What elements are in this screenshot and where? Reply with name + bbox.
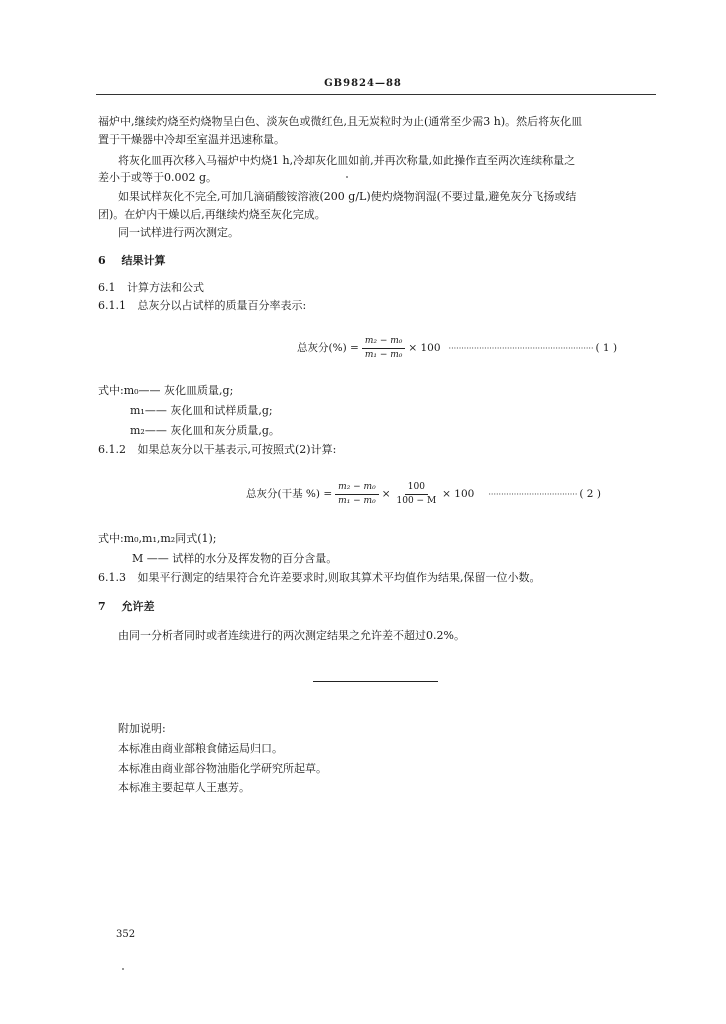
section-7-number: 7 [98, 600, 106, 613]
formula-2 [246, 482, 601, 507]
clause-6-1-2 [98, 443, 336, 456]
formula-2-denominator-1: m₁ − m₀ [338, 495, 376, 506]
where2-intro: 式中:m₀,m₁,m₂同式(1); [98, 532, 217, 545]
appendix-line-1: 本标准由商业部粮食储运局归口。 [118, 742, 283, 755]
clause-6-1-2-number: 6.1.2 [98, 443, 126, 456]
para2-line2: 差小于或等于0.002 g。 [98, 171, 218, 184]
formula-2-numerator-1: m₂ − m₀ [335, 482, 379, 495]
scan-speck [346, 176, 348, 178]
subsection-6-1-number: 6.1 [98, 281, 116, 294]
formula-1-lhs: 总灰分(%) = [297, 342, 359, 354]
formula-2-fraction-1 [335, 482, 379, 507]
formula-1-fraction [362, 336, 406, 361]
clause-6-1-3 [98, 571, 541, 584]
section-6-title: 结果计算 [121, 254, 166, 267]
formula-2-times: × [381, 488, 391, 500]
page-number: 352 [116, 929, 136, 940]
para2-line1: 将灰化皿再次移入马福炉中灼烧1 h,冷却灰化皿如前,并再次称量,如此操作直至两次连续称量之 [118, 154, 576, 167]
appendix-line-3: 本标准主要起草人王惠芳。 [118, 781, 250, 794]
end-of-text-rule [313, 681, 438, 682]
formula-1-leader-dots: ························································· [448, 343, 594, 353]
para3-line1: 如果试样灰化不完全,可加几滴硝酸铵溶液(200 g/L)使灼烧物润湿(不要过量,避免灰分飞扬或结 [118, 190, 577, 203]
appendix-line-2: 本标准由商业部谷物油脂化学研究所起草。 [118, 762, 327, 775]
section-7-heading [98, 600, 155, 613]
formula-2-multiplier: × 100 [442, 488, 475, 500]
where1-m2: m₂—— 灰化皿和灰分质量,g。 [130, 424, 280, 437]
section-6-heading [98, 254, 166, 267]
scan-speck [122, 968, 124, 970]
clause-6-1-3-text: 如果平行测定的结果符合允许差要求时,则取其算术平均值作为结果,保留一位小数。 [137, 571, 541, 584]
section-7-title: 允许差 [121, 600, 155, 613]
where1-intro: 式中:m₀—— 灰化皿质量,g; [98, 384, 234, 397]
formula-1 [297, 336, 617, 361]
formula-2-denominator-2: 100 − M [396, 495, 437, 506]
subsection-6-1-title: 计算方法和公式 [127, 281, 204, 294]
where1-m1: m₁—— 灰化皿和试样质量,g; [130, 404, 273, 417]
subsection-6-1 [98, 281, 204, 294]
para1-line1: 福炉中,继续灼烧至灼烧物呈白色、淡灰色或微红色,且无炭粒时为止(通常至少需3 h)。然后将灰化皿 [98, 115, 583, 128]
para3-line2: 团)。在炉内干燥以后,再继续灼烧至灰化完成。 [98, 208, 326, 221]
section-6-number: 6 [98, 254, 106, 267]
clause-6-1-1-number: 6.1.1 [98, 299, 126, 312]
para4-line1: 同一试样进行两次测定。 [118, 226, 239, 239]
formula-1-multiplier: × 100 [408, 342, 441, 354]
formula-1-denominator: m₁ − m₀ [364, 349, 403, 360]
header-rule [96, 94, 656, 95]
formula-2-leader-dots: ··································· [488, 489, 578, 499]
formula-2-numerator-2: 100 [405, 482, 428, 495]
where2-M: M —— 试样的水分及挥发物的百分含量。 [132, 552, 338, 565]
clause-6-1-2-text: 如果总灰分以干基表示,可按照式(2)计算: [137, 443, 337, 456]
clause-6-1-1 [98, 299, 306, 312]
clause-6-1-3-number: 6.1.3 [98, 571, 126, 584]
appendix-title: 附加说明: [118, 722, 166, 735]
formula-2-label: ( 2 ) [579, 488, 601, 500]
para1-line2: 置于干燥器中冷却至室温并迅速称量。 [98, 133, 285, 146]
formula-1-label: ( 1 ) [595, 342, 618, 354]
clause-6-1-1-text: 总灰分以占试样的质量百分率表示: [137, 299, 307, 312]
document-header-code: GB9824—88 [324, 78, 402, 89]
section-7-text: 由同一分析者同时或者连续进行的两次测定结果之允许差不超过0.2%。 [118, 629, 465, 642]
formula-2-fraction-2 [394, 482, 440, 507]
formula-1-numerator: m₂ − m₀ [362, 336, 406, 349]
formula-2-lhs: 总灰分(干基 %) = [246, 488, 333, 500]
